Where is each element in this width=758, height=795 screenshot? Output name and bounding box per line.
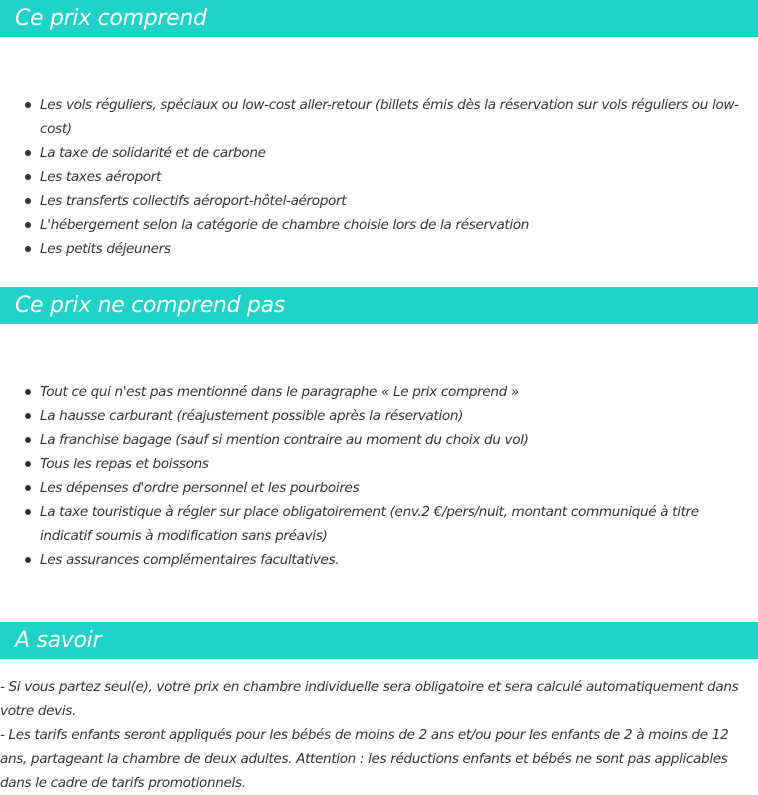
bullet-icon (25, 102, 31, 108)
list-item (0, 404, 758, 428)
excludes-list (0, 380, 758, 572)
list-item-text: Les petits déjeuners (40, 241, 171, 257)
info-section-header (0, 622, 758, 659)
info-paragraph-solo: - Si vous partez seul(e), votre prix en chambre individuelle sera obligatoire et sera calculé automatiquement dans votre devis. (0, 679, 739, 719)
bullet-icon (25, 557, 31, 563)
info-paragraph-children: - Les tarifs enfants seront appliqués pour les bébés de moins de 2 ans et/ou pour les enfants de 2 à moins de 12 ans, partageant la chambre de deux adultes. Attention : les réductions enfants et bébés ne sont pas applicables dans le cadre de tarifs promotionnels. (0, 727, 729, 791)
info-text-block (0, 675, 756, 795)
bullet-icon (25, 485, 31, 491)
list-item-text: Les dépenses d'ordre personnel et les pourboires (40, 480, 360, 496)
includes-section-header (0, 0, 758, 37)
list-item (0, 237, 758, 261)
list-item (0, 548, 758, 572)
bullet-icon (25, 413, 31, 419)
bullet-icon (25, 174, 31, 180)
bullet-icon (25, 150, 31, 156)
list-item-text: Les vols réguliers, spéciaux ou low-cost aller-retour (billets émis dès la réservation sur vols réguliers ou low-cost) (40, 97, 739, 137)
list-item (0, 93, 758, 141)
list-item-text: Tout ce qui n'est pas mentionné dans le paragraphe « Le prix comprend » (40, 384, 519, 400)
list-item (0, 165, 758, 189)
includes-section-title: Ce prix comprend (15, 6, 207, 31)
bullet-icon (25, 389, 31, 395)
list-item-text: Les taxes aéroport (40, 169, 161, 185)
list-item (0, 380, 758, 404)
list-item (0, 500, 758, 548)
includes-list (0, 93, 758, 261)
list-item-text: Tous les repas et boissons (40, 456, 209, 472)
list-item (0, 213, 758, 237)
list-item-text: La taxe de solidarité et de carbone (40, 145, 266, 161)
list-item-text: La hausse carburant (réajustement possible après la réservation) (40, 408, 464, 424)
bullet-icon (25, 198, 31, 204)
bullet-icon (25, 461, 31, 467)
bullet-icon (25, 509, 31, 515)
list-item (0, 428, 758, 452)
bullet-icon (25, 437, 31, 443)
bullet-icon (25, 246, 31, 252)
bullet-icon (25, 222, 31, 228)
list-item (0, 141, 758, 165)
list-item-text: Les transferts collectifs aéroport-hôtel-aéroport (40, 193, 347, 209)
list-item (0, 452, 758, 476)
list-item-text: Les assurances complémentaires facultatives. (40, 552, 340, 568)
list-item-text: La franchise bagage (sauf si mention contraire au moment du choix du vol) (40, 432, 529, 448)
list-item (0, 189, 758, 213)
list-item (0, 476, 758, 500)
excludes-section-title: Ce prix ne comprend pas (15, 293, 285, 318)
list-item-text: La taxe touristique à régler sur place obligatoirement (env.2 €/pers/nuit, montant communiqué à titre indicatif soumis à modification sans préavis) (40, 504, 699, 544)
info-section-title: A savoir (15, 628, 102, 653)
list-item-text: L'hébergement selon la catégorie de chambre choisie lors de la réservation (40, 217, 530, 233)
excludes-section-header (0, 287, 758, 324)
